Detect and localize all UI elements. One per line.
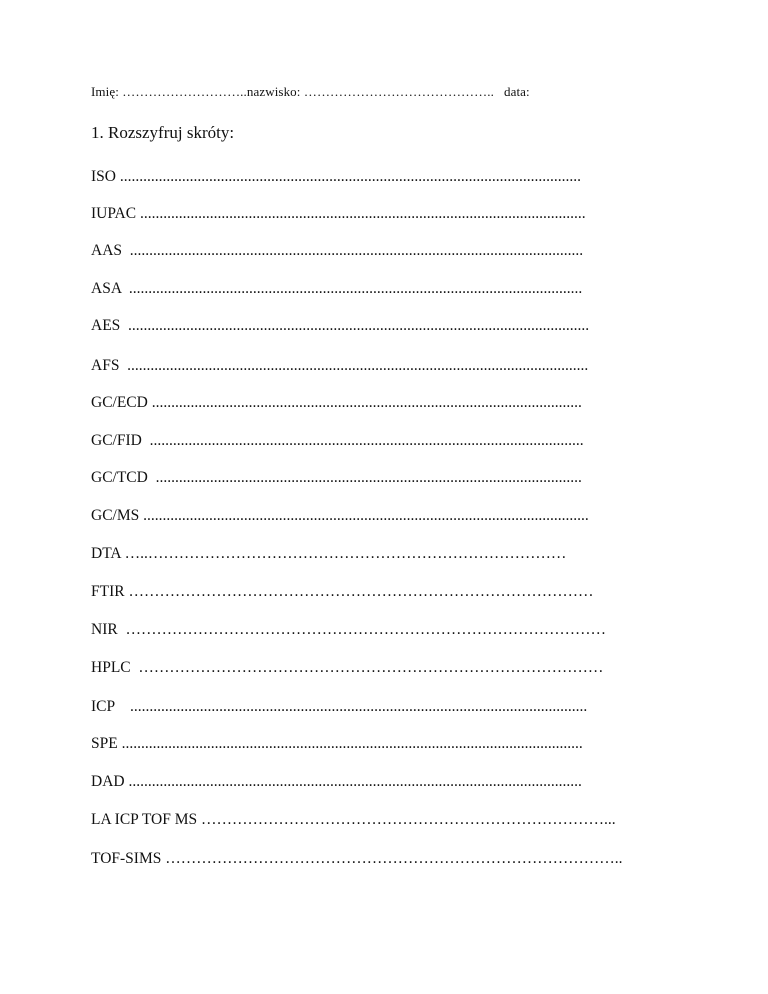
abbreviation-line: GC/TCD ..............................................................................................................: [91, 469, 582, 486]
abbreviation-line: AAS .....................................................................................................................: [91, 242, 584, 259]
task-title: 1. Rozszyfruj skróty:: [91, 123, 235, 142]
abbreviation-line: SPE .......................................................................................................................: [91, 735, 583, 752]
abbreviation-line: NIR …………………………………………………………………………………: [91, 621, 606, 638]
abbreviation-line: AES .......................................................................................................................: [91, 317, 590, 334]
abbreviation-line: LA ICP TOF MS ……………………………………………………………………...: [91, 811, 616, 828]
student-info-line: Imię: ………………………..nazwisko: …………………………………….. data:: [91, 84, 530, 99]
abbreviation-line: GC/FID ................................................................................................................: [91, 432, 584, 449]
abbreviation-line: FTIR ………………………………………………………………………………: [91, 583, 594, 600]
abbreviation-line: ASA .....................................................................................................................: [91, 280, 583, 297]
abbreviation-line: ISO .......................................................................................................................: [91, 168, 581, 185]
abbreviation-line: DTA …..………………………………………………………………………: [91, 545, 567, 562]
abbreviation-line: TOF-SIMS ……………………………………………………………………………..: [91, 850, 623, 867]
abbreviation-line: GC/ECD ...............................................................................................................: [91, 394, 582, 411]
abbreviation-line: IUPAC ...................................................................................................................: [91, 205, 586, 222]
abbreviation-line: ICP ......................................................................................................................: [91, 698, 588, 715]
abbreviation-line: AFS .......................................................................................................................: [91, 357, 589, 374]
abbreviation-line: DAD .....................................................................................................................: [91, 773, 582, 790]
abbreviation-line: HPLC ………………………………………………………………………………: [91, 659, 604, 676]
abbreviation-line: GC/MS ...................................................................................................................: [91, 507, 589, 524]
